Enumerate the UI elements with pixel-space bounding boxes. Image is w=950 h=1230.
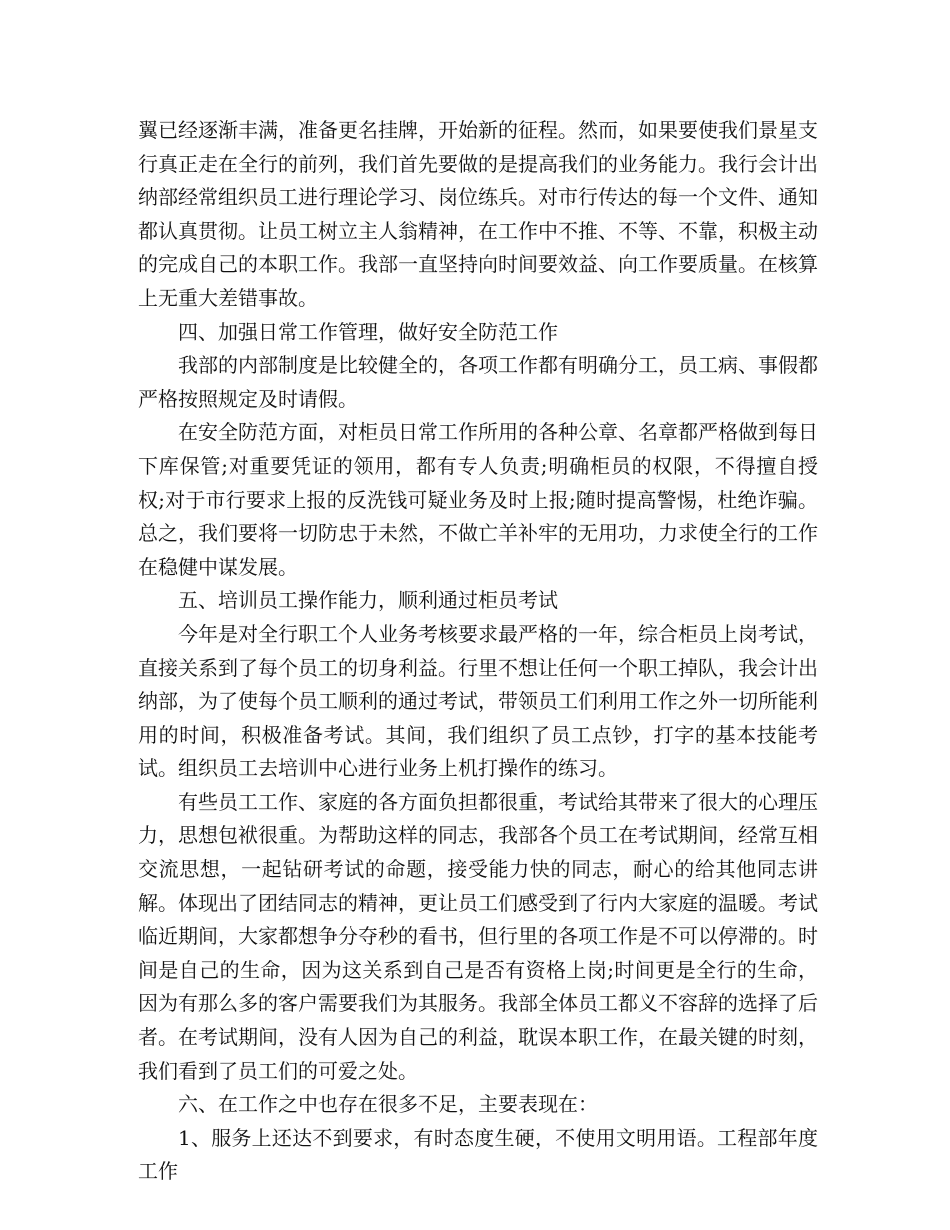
paragraph: 我部的内部制度是比较健全的，各项工作都有明确分工，员工病、事假都严格按照规定及时请假。 xyxy=(138,353,818,411)
section-heading-four: 四、加强日常工作管理，做好安全防范工作 xyxy=(178,319,558,344)
paragraph-continuation: 翼已经逐渐丰满，准备更名挂牌，开始新的征程。然而，如果要使我们景星支行真正走在全行的前列，我们首先要做的是提高我们的业务能力。我行会计出纳部经常组织员工进行理论学习、岗位练兵。对市行传达的每一个文件、通知都认真贯彻。让员工树立主人翁精神，在工作中不推、不等、不靠，积极主动的完成自己的本职工作。我部一直坚持向时间要效益、向工作要质量。在核算上无重大差错事故。 xyxy=(138,118,818,310)
section-heading-five: 五、培训员工操作能力，顺利通过柜员考试 xyxy=(178,588,558,613)
paragraph: 今年是对全行职工个人业务考核要求最严格的一年，综合柜员上岗考试，直接关系到了每个员工的切身利益。行里不想让任何一个职工掉队，我会计出纳部，为了使每个员工顺利的通过考试，带领员工们利用工作之外一切所能利用的时间，积极准备考试。其间，我们组织了员工点钞，打字的基本技能考试。组织员工去培训中心进行业务上机打操作的练习。 xyxy=(138,621,818,781)
list-item: 1、服务上还达不到要求，有时态度生硬，不使用文明用语。工程部年度工作 xyxy=(138,1125,818,1184)
paragraph: 在安全防范方面，对柜员日常工作所用的各种公章、名章都严格做到每日下库保管;对重要凭证的领用，都有专人负责;明确柜员的权限，不得擅自授权;对于市行要求上报的反洗钱可疑业务及时上报;随时提高警惕，杜绝诈骗。总之，我们要将一切防忠于未然，不做亡羊补牢的无用功，力求使全行的工作在稳健中谋发展。 xyxy=(138,420,818,579)
document-page xyxy=(138,114,818,1189)
paragraph: 有些员工工作、家庭的各方面负担都很重，考试给其带来了很大的心理压力，思想包袱很重。为帮助这样的同志，我部各个员工在考试期间，经常互相交流思想，一起钻研考试的命题，接受能力快的同志，耐心的给其他同志讲解。体现出了团结同志的精神，更让员工们感受到了行内大家庭的温暖。考试临近期间，大家都想争分夺秒的看书，但行里的各项工作是不可以停滞的。时间是自己的生命，因为这关系到自己是否有资格上岗;时间更是全行的生命，因为有那么多的客户需要我们为其服务。我部全体员工都义不容辞的选择了后者。在考试期间，没有人因为自己的利益，耽误本职工作，在最关键的时刻，我们看到了员工们的可爱之处。 xyxy=(138,789,818,1083)
section-heading-six: 六、在工作之中也存在很多不足，主要表现在： xyxy=(178,1092,598,1117)
